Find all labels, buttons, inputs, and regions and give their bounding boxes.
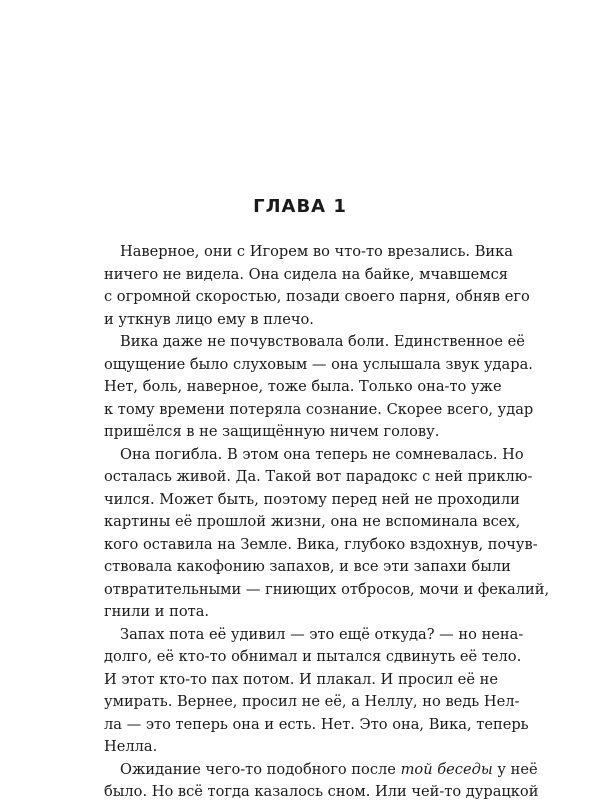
text-line: к тому времени потеряла сознание. Скорее всего, удар (104, 400, 534, 418)
paragraph-1 (104, 241, 530, 331)
text-line: Вика даже не почувствовала боли. Единственное её (120, 333, 525, 350)
text-line: умирать. Вернее, просил не её, а Неллу, но ведь Нел- (104, 693, 520, 710)
text-line: с огромной скоростью, позади своего парня, обняв его (104, 288, 530, 305)
text-line: Она погибла. В этом она теперь не сомневалась. Но (120, 445, 524, 463)
text-line: И этот кто-то пах потом. И плакал. И просил её не (104, 670, 498, 688)
text-line: Нелла. (104, 738, 158, 755)
paragraph-5 (104, 759, 539, 804)
paragraph-4 (104, 624, 529, 759)
text-line: и уткнув лицо ему в плечо. (104, 310, 314, 328)
text-line-mixed (104, 759, 538, 782)
chapter-title: ГЛАВА 1 (253, 196, 347, 217)
text-segment: Ожидание чего-то подобного после (120, 760, 401, 778)
paragraph-3 (104, 444, 550, 624)
text-segment: у неё (492, 760, 538, 778)
text-line: пришёлся в не защищённую ничем голову. (104, 423, 440, 440)
text-line: Наверное, они с Игорем во что-то врезались. Вика (120, 243, 513, 260)
text-line: Запах пота её удивил — это ещё откуда? — но нена- (120, 625, 524, 643)
text-line: кого оставила на Земле. Вика, глубоко вздохнув, почув- (104, 535, 538, 553)
text-line: гнили и пота. (104, 603, 210, 620)
text-line: картины её прошлой жизни, она не вспоминала всех, (104, 513, 521, 530)
text-line: отвратительными — гниющих отбросов, мочи и фекалий, (104, 580, 550, 598)
italic-phrase: той беседы (400, 760, 493, 778)
text-line: ощущение было слуховым — она услышала звук удара. (104, 355, 533, 373)
text-line: Нет, боль, наверное, тоже была. Только она-то уже (104, 378, 502, 395)
text-line: ла — это теперь она и есть. Нет. Это она, Вика, теперь (104, 715, 529, 733)
paragraph-2 (104, 331, 534, 444)
text-line: ничего не видела. Она сидела на байке, мчавшемся (104, 265, 508, 283)
text-line: было. Но всё тогда казалось сном. Или чей-то дурацкой (104, 783, 539, 800)
text-line: долго, её кто-то обнимал и пытался сдвинуть её тело. (104, 648, 522, 665)
text-line: ствовала какофонию запахов, и все эти запахи были (104, 558, 511, 575)
text-line: осталась живой. Да. Такой вот парадокс с ней приклю- (104, 468, 533, 485)
body-text (104, 241, 550, 804)
text-line: чился. Может быть, поэтому перед ней не проходили (104, 490, 520, 508)
